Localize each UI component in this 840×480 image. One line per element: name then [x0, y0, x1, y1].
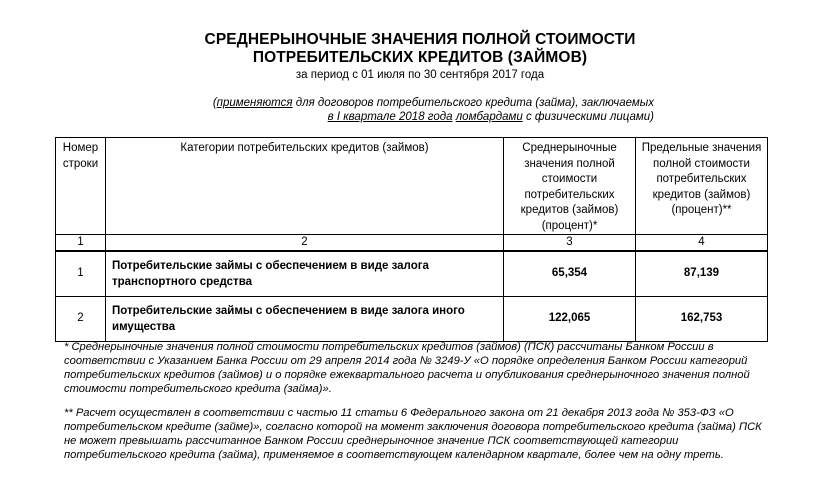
header-row-number: Номер строки — [56, 138, 106, 235]
header-avg-value: Среднерыночные значения полной стоимости потребительских кредитов (займов) (процент)* — [504, 138, 636, 235]
row-limit-value: 87,139 — [636, 251, 768, 297]
applies-open-paren: ( — [212, 97, 217, 109]
table-row — [56, 251, 768, 297]
table-row — [56, 297, 768, 342]
row-number: 2 — [56, 297, 106, 342]
page-title-line-2: ПОТРЕБИТЕЛЬСКИХ КРЕДИТОВ (ЗАЙМОВ) — [252, 49, 588, 66]
row-category: Потребительские займы с обеспечением в виде залога иного имущества — [106, 297, 504, 342]
footnote-2: ** Расчет осуществлен в соответствии с частью 11 статьи 6 Федерального закона от 21 декабря 2013 года № 353-ФЗ «О потребительском кредите (займе)», согласно которой на момент заключения договора потребительского кредита (займа) ПСК не может превышать рассчитанное Банком России среднерыночное значение ПСК соответствующей категории потребительского кредита (займа), применяемое в соответствующем календарном квартале, более чем на одну треть. — [64, 407, 762, 461]
column-number: 2 — [106, 235, 504, 252]
column-number: 3 — [504, 235, 636, 252]
row-category: Потребительские займы с обеспечением в виде залога транспортного средства — [106, 251, 504, 297]
applies-quarter: в I квартале 2018 года — [327, 110, 453, 123]
applies-text-1: для договоров потребительского кредита (займа), заключаемых — [292, 97, 654, 109]
row-avg-value: 122,065 — [504, 297, 636, 342]
period-subtitle: за период с 01 июля по 30 сентября 2017 года — [295, 69, 545, 81]
applies-text-2: с физическими лицами) — [522, 110, 654, 123]
column-number: 1 — [56, 235, 106, 252]
row-number: 1 — [56, 251, 106, 297]
header-limit-value: Предельные значения полной стоимости потребительских кредитов (займов) (процент)** — [636, 138, 768, 235]
header-category: Категории потребительских кредитов (займов) — [106, 138, 504, 235]
psk-table — [55, 137, 768, 342]
row-avg-value: 65,354 — [504, 251, 636, 297]
column-number-row — [56, 235, 768, 252]
row-limit-value: 162,753 — [636, 297, 768, 342]
footnote-1: * Среднерыночные значения полной стоимости потребительских кредитов (займов) (ПСК) рассчитаны Банком России в соответствии с Указанием Банка России от 29 апреля 2014 года № 3249-У «О порядке определения Банком России категорий потребительских кредитов (займов) и о порядке ежеквартального расчета и опубликования среднерыночного значения полной стоимости потребительского кредита (займа)». — [64, 341, 750, 395]
applies-word: применяются — [216, 97, 293, 109]
table-header-row — [56, 138, 768, 235]
page-title-line-1: СРЕДНЕРЫНОЧНЫЕ ЗНАЧЕНИЯ ПОЛНОЙ СТОИМОСТИ — [204, 31, 636, 48]
column-number: 4 — [636, 235, 768, 252]
applies-pawnshops: ломбардами — [455, 110, 523, 123]
applicability-note — [180, 97, 654, 124]
